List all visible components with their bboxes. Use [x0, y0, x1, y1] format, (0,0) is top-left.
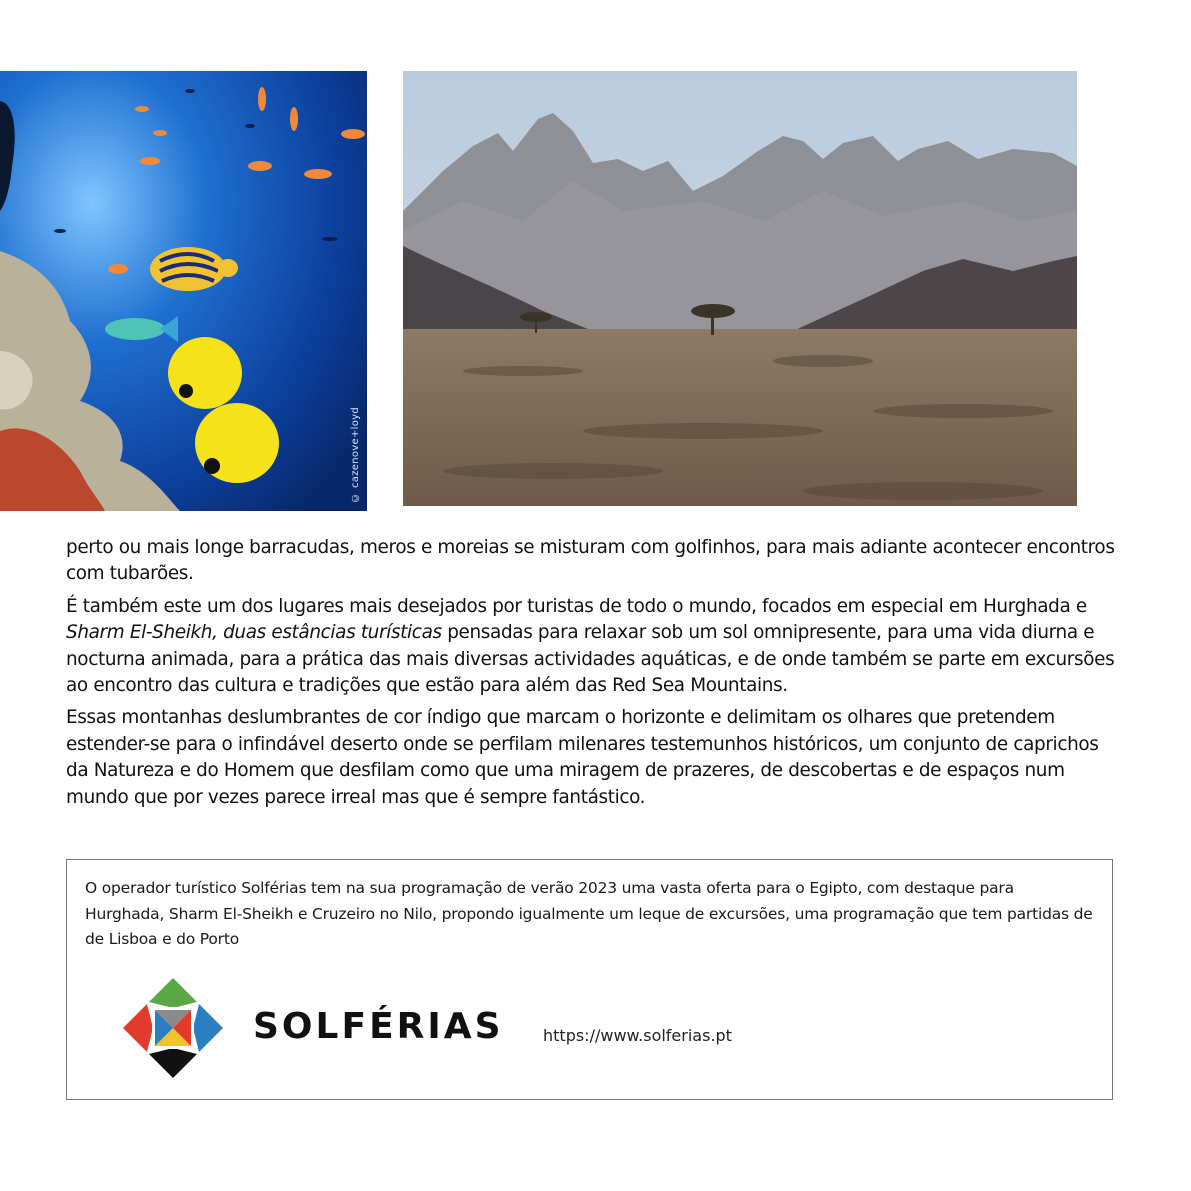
promo-box — [66, 859, 1113, 1100]
paragraph-2-text-b: pensadas para relaxar sob um sol omnipresente, para uma vida diurna e nocturna animada, para a prática das mais diversas actividades aquáticas, e de onde também se parte em excursões ao encontro das cultura e tradições que estão para além das Red Sea Mountains. — [66, 622, 1115, 697]
desert-photo — [403, 71, 1077, 506]
paragraph-2-emphasis: Sharm El-Sheikh, duas estâncias turísticas — [66, 622, 442, 644]
desert-image — [403, 71, 1077, 506]
reef-image — [0, 71, 367, 511]
article-paragraph-1: perto ou mais longe barracudas, meros e moreias se misturam com golfinhos, para mais adiante acontecer encontros com tubarões. — [66, 537, 1115, 585]
promo-text: O operador turístico Solférias tem na sua programação de verão 2023 uma vasta oferta para o Egipto, com destaque para Hurghada, Sharm El-Sheikh e Cruzeiro no Nilo, propondo igualmente um leque de excursões, uma programação que tem partidas de de Lisboa e do Porto — [85, 879, 1093, 948]
article-paragraph-3: Essas montanhas deslumbrantes de cor índigo que marcam o horizonte e delimitam os olhares que pretendem estender-se para o infindável deserto onde se perfilam milenares testemunhos históricos, um conjunto de caprichos da Natureza e do Homem que desfilam como que uma miragem de prazeres, de descobertas e de espaços num mundo que por vezes parece irreal mas que é sempre fantástico. — [66, 707, 1099, 808]
paragraph-2-text-a: É também este um dos lugares mais desejados por turistas de todo o mundo, focados em especial em Hurghada e — [66, 595, 1087, 617]
brand-name: SOLFÉRIAS — [253, 1006, 504, 1047]
website-link[interactable]: https://www.solferias.pt — [543, 1026, 732, 1045]
photo-credit: © cazenove+loyd — [350, 407, 361, 503]
article-paragraph-2 — [66, 594, 1126, 700]
solferias-logo-icon — [123, 978, 223, 1078]
reef-photo — [0, 71, 367, 511]
article-body — [66, 535, 1126, 817]
